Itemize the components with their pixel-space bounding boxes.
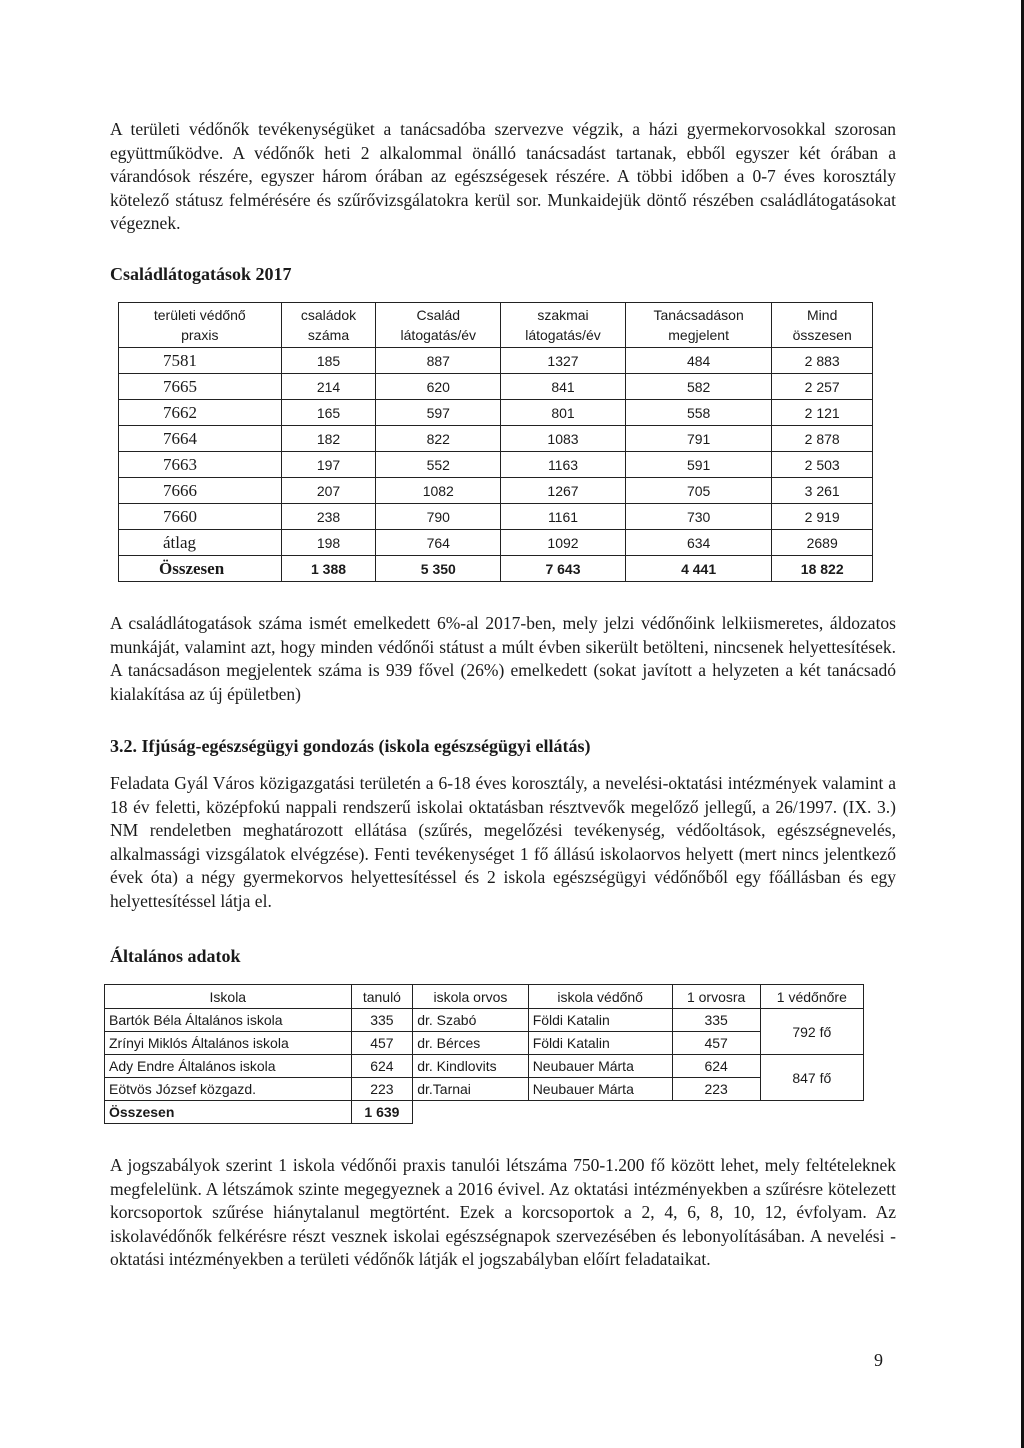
- paragraph-jogszabalyok: A jogszabályok szerint 1 iskola védőnői praxis tanulói létszáma 750-1.200 fő között lehet, mely feltételeknek megfelelünk. A létszámok szinte megegyeznek a 2016 évivel. Az oktatási intézményekben a szűrésre kötelezett korcsoportok szűrése hiánytalanul megtörtént. Ezek a korcsoportok a 2, 4, 6, 8, 10, 12, évfolyam. Az iskolavédőnők felkérésre részt vesznek iskolai egészségnapok szervezésében és lebonyolításában. A nevelési - oktatási intézményekben a területi védőnők látják el jogszabályban előírt feladataikat.: [110, 1155, 896, 1269]
- header-szakmai-latogatas: szakmai látogatás/év: [501, 303, 626, 348]
- table-cell: 457: [672, 1032, 760, 1055]
- table-cell: 1267: [501, 478, 626, 504]
- header-iskola: Iskola: [105, 985, 352, 1009]
- table-row: [119, 400, 873, 426]
- table-cell: 335: [672, 1009, 760, 1032]
- table-cell: dr.Tarnai: [413, 1078, 528, 1101]
- table-cell: 198: [281, 530, 376, 556]
- header-iskola-orvos: iskola orvos: [413, 985, 528, 1009]
- table-cell: átlag: [119, 530, 282, 556]
- table-cell: 7664: [119, 426, 282, 452]
- table-cell: 2 878: [772, 426, 873, 452]
- table-cell: Bartók Béla Általános iskola: [105, 1009, 352, 1032]
- table-header-row: [105, 985, 864, 1009]
- table-cell: 1092: [501, 530, 626, 556]
- table-cell: 1 388: [281, 556, 376, 582]
- section-heading-csaladlatogatasok: Családlátogatások 2017: [110, 264, 292, 284]
- table-row: [119, 348, 873, 374]
- table-cell: 182: [281, 426, 376, 452]
- table-cell: 223: [672, 1078, 760, 1101]
- table-cell: 764: [376, 530, 501, 556]
- table-row: [119, 530, 873, 556]
- school-data-table: [104, 984, 864, 1124]
- table-cell: 822: [376, 426, 501, 452]
- table-cell: Összesen: [105, 1101, 352, 1124]
- table-cell: 5 350: [376, 556, 501, 582]
- table-cell: Földi Katalin: [528, 1032, 672, 1055]
- page-number: 9: [874, 1350, 883, 1370]
- table-cell: 597: [376, 400, 501, 426]
- table-cell: Ady Endre Általános iskola: [105, 1055, 352, 1078]
- table-cell: 624: [351, 1055, 413, 1078]
- table-cell: 791: [625, 426, 772, 452]
- table-cell: 3 261: [772, 478, 873, 504]
- table-row: [105, 1009, 864, 1032]
- table-row: [119, 452, 873, 478]
- table-cell: 2 503: [772, 452, 873, 478]
- section-heading-ifjusag: 3.2. Ifjúság-egészségügyi gondozás (iskola egészségügyi ellátás): [110, 736, 591, 756]
- header-tanulo: tanuló: [351, 985, 413, 1009]
- table-cell: 841: [501, 374, 626, 400]
- table-cell: 214: [281, 374, 376, 400]
- table-cell: Neubauer Márta: [528, 1055, 672, 1078]
- header-mind-osszesen: Mind összesen: [772, 303, 873, 348]
- table-cell: 7662: [119, 400, 282, 426]
- table-total-row: [105, 1101, 864, 1124]
- table-cell: 620: [376, 374, 501, 400]
- table-row: [105, 1078, 864, 1101]
- table-row: [105, 1032, 864, 1055]
- header-iskola-vedono: iskola védőnő: [528, 985, 672, 1009]
- table-cell: 705: [625, 478, 772, 504]
- table-cell: 7665: [119, 374, 282, 400]
- table-cell: 7 643: [501, 556, 626, 582]
- table-cell: 2 919: [772, 504, 873, 530]
- table-cell: 730: [625, 504, 772, 530]
- table-total-row: [119, 556, 873, 582]
- header-csalad-latogatas: Család látogatás/év: [376, 303, 501, 348]
- table-cell: Zrínyi Miklós Általános iskola: [105, 1032, 352, 1055]
- table-cell: 2 257: [772, 374, 873, 400]
- table-cell: 558: [625, 400, 772, 426]
- table-cell: Földi Katalin: [528, 1009, 672, 1032]
- table-cell: 7581: [119, 348, 282, 374]
- table-row: [119, 504, 873, 530]
- table-cell: 552: [376, 452, 501, 478]
- header-praxis: területi védőnő praxis: [119, 303, 282, 348]
- table-cell: 7663: [119, 452, 282, 478]
- table-cell: 18 822: [772, 556, 873, 582]
- table-cell: 484: [625, 348, 772, 374]
- header-1-orvosra: 1 orvosra: [672, 985, 760, 1009]
- table-cell: 7666: [119, 478, 282, 504]
- table-cell: 624: [672, 1055, 760, 1078]
- family-visits-table: [118, 302, 873, 582]
- header-csaladok: családok száma: [281, 303, 376, 348]
- table-cell: Eötvös József közgazd.: [105, 1078, 352, 1101]
- table-cell: 185: [281, 348, 376, 374]
- section-heading-altalanos-adatok: Általános adatok: [110, 946, 241, 966]
- table-row: [119, 374, 873, 400]
- table-header-row: [119, 303, 873, 348]
- table-row: [119, 478, 873, 504]
- table-cell: 335: [351, 1009, 413, 1032]
- table-cell: 238: [281, 504, 376, 530]
- table-cell: 801: [501, 400, 626, 426]
- table-cell: Összesen: [119, 556, 282, 582]
- table-cell: 1083: [501, 426, 626, 452]
- table-cell: dr. Szabó: [413, 1009, 528, 1032]
- table-cell: 7660: [119, 504, 282, 530]
- table-cell: 457: [351, 1032, 413, 1055]
- table-cell-merged: 847 fő: [760, 1055, 863, 1101]
- header-1-vedonore: 1 védőnőre: [760, 985, 863, 1009]
- table-cell: Neubauer Márta: [528, 1078, 672, 1101]
- table-cell: 207: [281, 478, 376, 504]
- table-cell: 1163: [501, 452, 626, 478]
- table-cell: 4 441: [625, 556, 772, 582]
- table-row: [119, 426, 873, 452]
- table-cell-merged: 792 fő: [760, 1009, 863, 1055]
- table-cell: 790: [376, 504, 501, 530]
- table-row: [105, 1055, 864, 1078]
- table-cell: 591: [625, 452, 772, 478]
- table-cell: 2689: [772, 530, 873, 556]
- table-cell: dr. Kindlovits: [413, 1055, 528, 1078]
- table-cell: dr. Bérces: [413, 1032, 528, 1055]
- table-cell: 223: [351, 1078, 413, 1101]
- table-cell: 2 121: [772, 400, 873, 426]
- table-cell: 634: [625, 530, 772, 556]
- table-cell: 1082: [376, 478, 501, 504]
- table-cell: 2 883: [772, 348, 873, 374]
- paragraph-ifjusag: Feladata Gyál Város közigazgatási területén a 6-18 éves korosztály, a nevelési-oktatási intézmények valamint a 18 év feletti, középfokú nappali rendszerű iskolai oktatásban résztvevők megelőző jellegű, a 26/1997. (IX. 3.) NM rendeletben meghatározott ellátása (szűrés, megelőzési tevékenység, védőoltások, egészségnevelés, alkalmassági vizsgálatok elvégzése). Fenti tevékenységet 1 fő állású iskolaorvos helyett (mert nincs jelentkező évek óta) a négy gyermekorvos helyettesítéssel és 2 iskola egészségügyi védőnőből egy főállásban és egy helyettesítéssel látja el.: [110, 773, 896, 911]
- intro-paragraph: A területi védőnők tevékenységüket a tanácsadóba szervezve végzik, a házi gyermekorvosokkal szorosan együttműködve. A védőnők heti 2 alkalommal önálló tanácsadást tartanak, ebből egyszer két órában a várandósok részére, egyszer három órában az egészségesek részére. A többi időben a 0-7 éves korosztály kötelező státusz felmérésére és szűrővizsgálatokra kerül sor. Munkaidejük döntő részében családlátogatásokat végeznek.: [110, 119, 896, 233]
- table-cell: 1161: [501, 504, 626, 530]
- table-cell: 165: [281, 400, 376, 426]
- table-cell: 582: [625, 374, 772, 400]
- header-tanacsadason: Tanácsadáson megjelent: [625, 303, 772, 348]
- table-cell: 1327: [501, 348, 626, 374]
- table-cell: 1 639: [351, 1101, 413, 1124]
- table-cell: 197: [281, 452, 376, 478]
- table-cell: 887: [376, 348, 501, 374]
- paragraph-csaladlatogatasok-summary: A családlátogatások száma ismét emelkedett 6%-al 2017-ben, mely jelzi védőnőink lelkiismeretes, áldozatos munkáját, valamint azt, hogy minden védőnői státust a múlt évben sikerült betölteni, nincsenek helyettesítések. A tanácsadáson megjelentek száma is 939 fővel (26%) emelkedett (sokat javított a helyzeten a két tanácsadó kialakítása az új épületben): [110, 613, 896, 704]
